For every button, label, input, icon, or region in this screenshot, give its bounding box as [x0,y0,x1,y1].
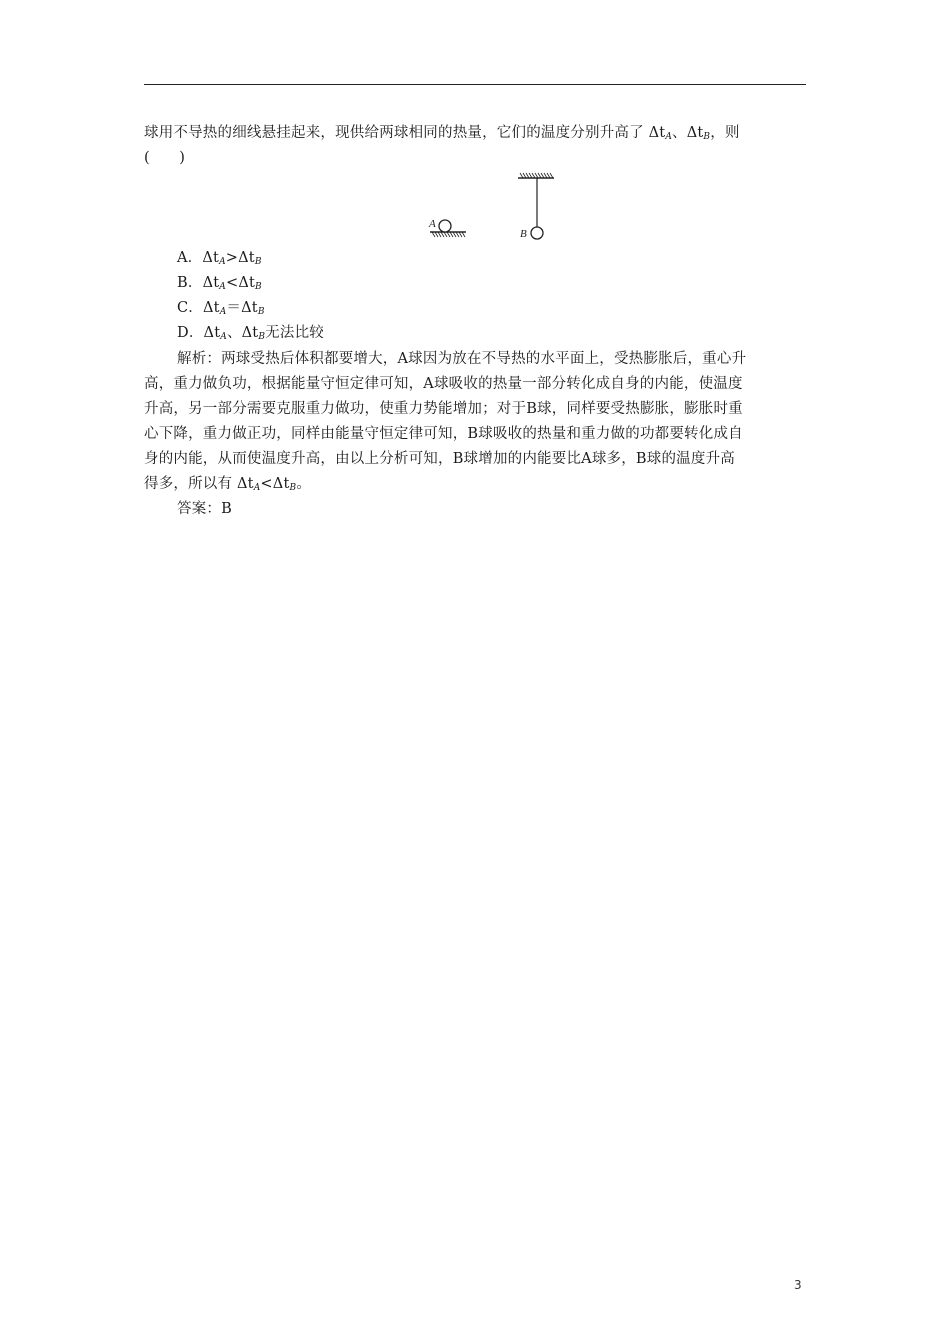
label-a: A [429,218,436,230]
option-b: B．$\Delta t_A<\Delta t_B$ [177,275,262,292]
question-line-2: ( ) [144,150,186,166]
analysis-line-3: 升高，另一部分需要克服重力做功，使重力势能增加；对于B球，同样要受热膨胀，膨胀时重 [144,401,743,417]
option-d: D．$\Delta t_A$、$\Delta t_B$无法比较 [177,325,324,342]
ball-b [531,227,543,239]
label-b: B [520,228,527,240]
physics-diagram [424,171,560,245]
answer: 答案：B [177,501,232,517]
option-c: C．$\Delta t_A=\Delta t_B$ [177,300,265,317]
analysis-line-1: 解析：两球受热后体积都要增大，A球因为放在不导热的水平面上，受热膨胀后，重心升 [177,351,747,367]
analysis-line-5: 身的内能，从而使温度升高，由以上分析可知，B球增加的内能要比A球多，B球的温度升高 [144,451,735,467]
page-number: 3 [794,1278,802,1292]
header-rule [144,84,806,85]
analysis-line-4: 心下降，重力做正功，同样由能量守恒定律可知，B球吸收的热量和重力做的功都要转化成自 [144,426,743,442]
ball-a [439,220,451,232]
analysis-line-2: 高，重力做负功，根据能量守恒定律可知，A球吸收的热量一部分转化成自身的内能，使温度 [144,376,743,392]
option-a: A．$\Delta t_A>\Delta t_B$ [177,250,262,267]
question-line-1: 球用不导热的细线悬挂起来，现供给两球相同的热量，它们的温度分别升高了 $\Delta t_A$、$\Delta t_B$，则 [144,125,740,142]
analysis-line-6: 得多，所以有 $\Delta t_A<\Delta t_B$。 [144,476,312,493]
